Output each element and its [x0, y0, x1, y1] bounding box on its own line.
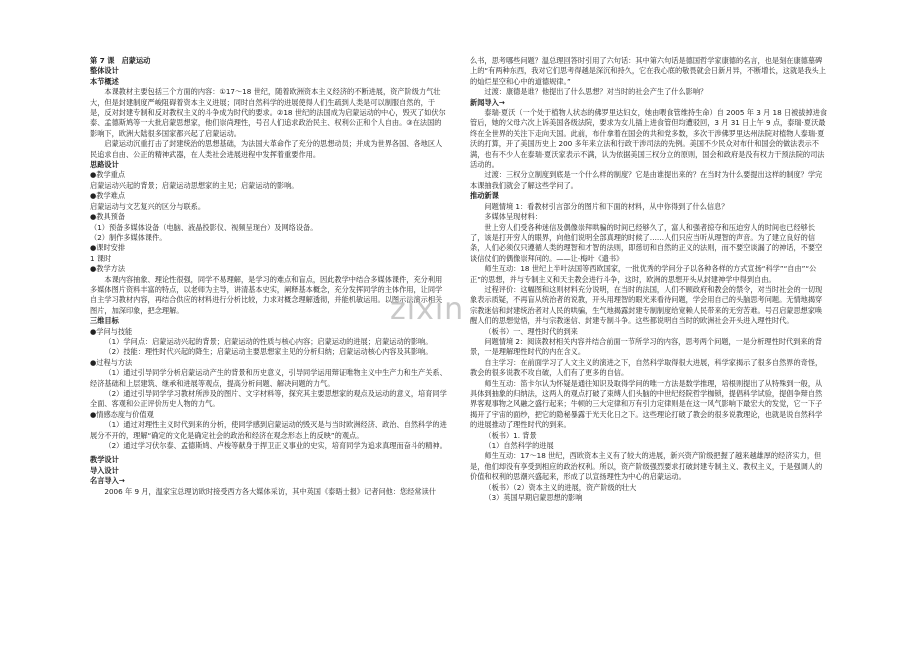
paragraph: （板书）一、理性时代的到来 — [484, 326, 578, 336]
paragraph: 问题情境 1：看教材引言部分的图片和下面的材料，从中你得到了什么信息？ — [484, 201, 729, 211]
text-line: ●过程与方法 — [90, 357, 133, 367]
text-line: （2）制作多媒体课件。 — [90, 232, 167, 242]
text-line: ●教具预备 — [90, 212, 126, 222]
text-line: 1 课时 — [90, 253, 112, 263]
text-line: （1）预备多媒体设备（电脑、液晶投影仪、视频呈现台）及网络设备。 — [90, 222, 318, 232]
paragraph: （1）学问点：启蒙运动兴起的背景；启蒙运动的性质与核心内容；启蒙运动的进展；启蒙运动的影响。 — [104, 336, 433, 346]
section-heading: 三维目标 — [90, 316, 119, 326]
section-heading: 新闻导入→ — [470, 97, 505, 107]
paragraph: 2006 年 9 月，温家宝总理访欧时接受西方各大媒体采访，其中英国《泰晤士报》记者问他：您经常读什 — [104, 486, 436, 496]
paragraph: 多媒体呈现材料： — [484, 212, 542, 222]
paragraph: 启蒙运动沉重打击了封建统治的思想基础，为法国大革命作了充分的思想动员；并成为世界各国、各地区人民追求自由、公正的精神武器，在人类社会进展进程中发挥着重要作用。 — [90, 139, 443, 159]
paragraph: （2）通过学习伏尔泰、孟德斯鸠、卢梭等献身于捍卫正义事业的史实，培育同学为追求真理而奋斗的精神。 — [104, 441, 447, 451]
text-line: ●教学重点 — [90, 170, 126, 180]
right-column — [470, 56, 828, 503]
section-heading: 推动新课 — [470, 191, 499, 201]
paragraph: 师生互动：笛卡尔认为怀疑是通往知识及取得学问的唯一方法是数学推理，培根则提出了从特殊到一般，从具体到抽象的归纳法，这两人的观点打破了束缚人们头脑的中世纪经院哲学枷锁，提倡科学试验，提倡争辩自然界客观事物之风融之盛行起来；牛顿的三大定律和万有引力定律则是在这一风气影响下最宏大的发觉，它一下子揭开了宇宙的面纱，把它的隐秘暴露于光天化日之下。这些理论打破了教会的很多说教理论，也就是说自然科学的进展推动了理性时代的到来。 — [470, 378, 823, 430]
text-line: ●学问与技能 — [90, 326, 133, 336]
text-line: 么书，思考哪些问题？温总理回答时引用了六句话：其中第六句话是德国哲学家康德的名言，也是刻在康德墓碑上的“有两种东西，我对它们思考得越是深沉和持久，它在我心底的敬畏就会日新月异，不断增长，这就是我头上的灿烂星空和心中的道德规律。” — [470, 56, 826, 86]
text-line: 启蒙运动兴起的背景；启蒙运动思想家的主见；启蒙运动的影响。 — [90, 180, 299, 190]
text-line: ●课时安排 — [90, 243, 126, 253]
left-column — [90, 56, 448, 497]
paragraph: 本课内容抽象、理论性很强，同学不易理解，是学习的难点和盲点，因此教学中结合多媒体课件，充分利用多媒体图片资料丰富的特点，以老师为主导，讲清基本史实，阐释基本概念，充分发挥同学的主体作用，让同学自主学习教材内容，再结合供应的材料进行分析比较，力求对概念理解透彻，并能机敏运用。以图示法演示相关图片，加深印象，把念理解。 — [90, 274, 443, 315]
section-heading: 整体设计 — [90, 66, 119, 76]
paragraph: 世上穷人们受各种迷信及偶像崇拜哄骗的时间已经够久了，富人和强者掠夺和压迫穷人的时间也已经够长了，该是打开穷人的眼界，向他们说明全部真理的时候了……人们只应当听从理智的声音。为了建立良好的信条，人们必须仅只遵循人类的理智和才智的法则，即慈切和自然的正义的法则，而不要空谈漏了的神话，不要空谈信仗们的偶像崇拜问的。——让·梅叶《遗书》 — [470, 222, 823, 263]
paragraph: （3）英国早期启蒙思想的影响 — [484, 493, 583, 503]
paragraph: （1）通过对理性主义时代到来的分析，使同学感到启蒙运动的毁灭是与当时欧洲经济、政治、自然科学的进展分不开的，理解“确定的文化是确定社会的政治和经济在观念形态上的反映”的观点。 — [90, 420, 447, 440]
paragraph: 问题情境 2：阅读教材相关内容并结合前面一节所学习的内容，思考两个问题，一是分析理性时代到来的背景，一是理解理性时代的内在含义。 — [470, 336, 822, 357]
section-heading: 教学设计 — [90, 455, 119, 465]
paragraph: 过渡：康德是谁？他提出了什么思想？对当时的社会产生了什么影响？ — [484, 87, 708, 97]
paragraph: （1）自然科学的进展 — [484, 441, 554, 451]
paragraph: （1）通过引导同学分析启蒙运动产生的背景和历史意义，引导同学运用辩证唯物主义中生产力和生产关系、经济基础和上层建筑、继承和进展等观点，提高分析问题、解决问题的力气。 — [90, 368, 447, 388]
section-heading: 思路设计 — [90, 160, 119, 170]
paragraph: （板书）1. 背景 — [484, 430, 537, 440]
paragraph: 师生互动：17～18 世纪，西欧资本主义有了较大的进展，新兴资产阶级把握了越来越雄厚的经济实力，但是，他们却没有享受到相应的政治权利。所以，资产阶级强烈要求打破封建专制主义、教权主义，于是强调人的价值和权利的思潮兴盛起来，形成了以宣扬理性为中心的启蒙运动。 — [470, 451, 823, 482]
paragraph: 本课教材主要包括三个方面的内容：①17～18 世纪，随着欧洲资本主义经济的不断进展，资产阶级力气壮大，但是封建制度严峻阻碍着资本主义进展；同时自然科学的进展使得人们生疏到人类是可以制服自然的，于是，反对封建专制和反对教权主义的斗争成为时代的要求。②18 世纪的法国成为启蒙运动的中心，毁灭了如伏尔泰、孟德斯鸠等一大批启蒙思想家，他们崇尚理性，号召人们追求政治民主、权利公正和个人自由。③在法国的影响下，欧洲大陆很多国家都兴起了启蒙运动。 — [90, 87, 446, 138]
section-heading: 导入设计 — [90, 465, 119, 475]
paragraph: （2）技能：理性时代兴起的降生；启蒙运动主要思想家主见的分析归纳；启蒙运动核心内容及其影响。 — [104, 347, 433, 357]
paragraph: 过渡：三权分立制度到底是一个什么样的制度？它是由谁提出来的？在当时为什么要提出这样的制度？学完本课抽我们就会了解这些学问了。 — [470, 170, 823, 190]
section-heading: 本节概述 — [90, 76, 119, 86]
text-line: ●情感态度与价值观 — [90, 409, 154, 419]
paragraph: （板书）（2）资本主义的进展，资产阶级的壮大 — [484, 482, 637, 492]
section-heading: 名言导入→ — [90, 476, 125, 486]
paragraph: 过程评价：这幅图和这则材料充分说明，在当时的法国，人们不顾政府和教会的禁令，对当时社会的一切现象表示质疑，不再盲从统治者的说教，开头用理智的眼光来看待问题，学会用自己的头脑思考问题。无情地揭穿宗教迷信和封建统治者对人民的哄骗，生气地揭露封建专制制度给宽赖人民带来的无穷苦难。号召启蒙思想家唤醒人们的思想觉悟，并与宗教迷信、封建专制斗争。这些都说明自当时的欧洲社会开头进入理性时代。 — [470, 284, 823, 326]
paragraph: 泰瑞·夏沃（一个处于植物人状态的佛罗里达妇女，她由喂食管维持生命）自 2005 年 3 月 18 日被拔掉进食管后，她的父母六次上诉美国各级法院，要求为女儿插上进食管但均遭驳回，3 月 31 日上午 9 点，泰瑞·夏沃最终在全世界的关注下走向天国。此前，布什拿着在国会的共和党多数，多次干涉佛罗里达州法院对植物人泰瑞·夏沃的打算，开了美国历史上 200 多年来立法和行政干涉司法的先例。美国不少民众对布什和国会的做法表示不满，也有不少人在泰瑞·夏沃家表示不满，认为依据美国三权分立的原则，国会和政府是没有权力干预法院的司法活动的。 — [470, 108, 828, 170]
text-line: 启蒙运动与文艺复兴的区分与联系。 — [90, 201, 206, 211]
section-heading: 第 7 课 启蒙运动 — [90, 56, 151, 65]
paragraph: 自主学习：在前面学习了人文主义的演进之下，自然科学取得很大进展，科学家揭示了很多自然界的奇怪，教会的很多说教不攻自破，人们有了更多的自信。 — [470, 357, 823, 378]
text-line: ●教学方法 — [90, 264, 126, 274]
watermark: zixin — [390, 292, 465, 327]
paragraph: 师生互动：18 世纪上半叶法国等西欧国家，一批优秀的学问分子以各种各样的方式宣扬“科学”“自由”“公正”的思想，并与专制主义和天主教会进行斗争，这时，欧洲的思想开头从封建神学中得到自由。 — [470, 264, 817, 284]
text-line: ●教学难点 — [90, 191, 126, 201]
paragraph: （2）通过引导同学学习教材所涉及的图片、文字材料等，探究其主要思想家的观点及运动的意义，培育同学全面、客观和公正评价历史人物的力气。 — [90, 389, 447, 409]
